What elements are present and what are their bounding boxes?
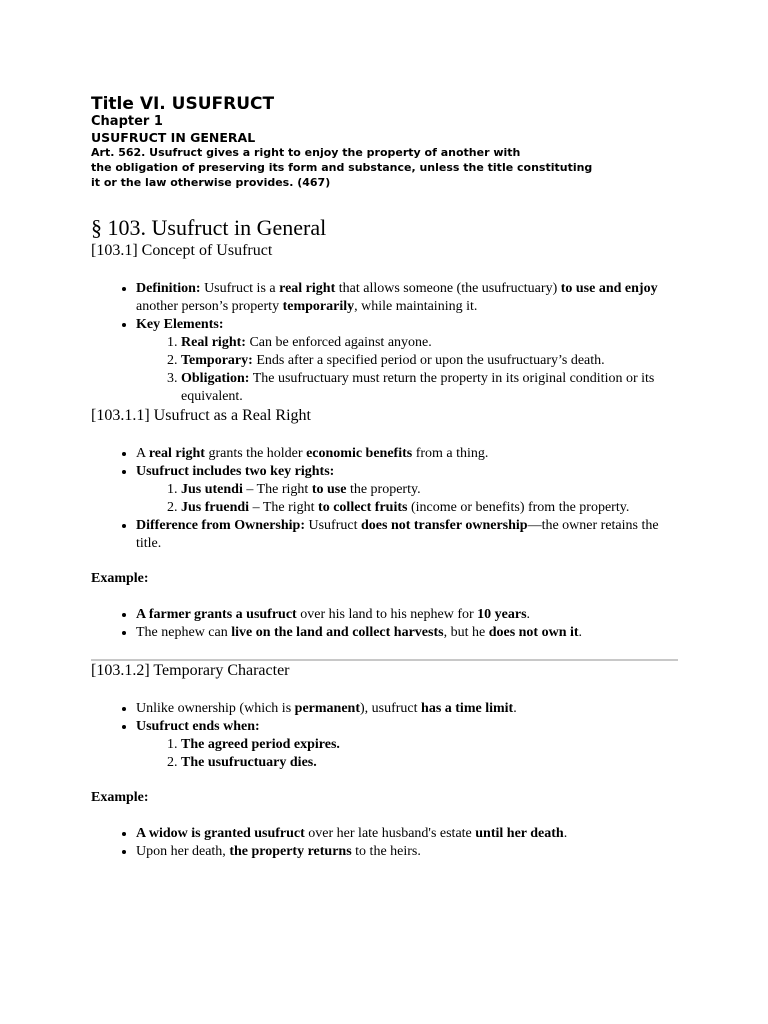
list-item: 1. The agreed period expires. <box>181 736 678 754</box>
list-item: • Unlike ownership (which is permanent), usufruct has a time limit. <box>136 700 678 718</box>
list-item: • Upon her death, the property returns to the heirs. <box>136 843 678 861</box>
real-right-list <box>91 445 678 553</box>
concept-list <box>91 280 678 406</box>
chapter-number: Chapter 1 <box>91 114 163 129</box>
list-item: • A widow is granted usufruct over her late husband's estate until her death. <box>136 825 678 843</box>
list-item: 2. Temporary: Ends after a specified period or upon the usufructuary’s death. <box>181 352 678 370</box>
list-item: 1. Jus utendi – The right to use the property. <box>181 481 678 499</box>
list-item: • A farmer grants a usufruct over his land to his nephew for 10 years. <box>136 606 678 624</box>
list-item: • Usufruct includes two key rights: 1. Jus utendi – The right to use the property. 2. Jus fruendi – The right to collect fruits (income or benefits) from the property. <box>136 463 678 517</box>
list-item: • Difference from Ownership: Usufruct does not transfer ownership—the owner retains the title. <box>136 517 678 553</box>
example-list <box>91 825 678 861</box>
example-label: Example: <box>91 571 149 586</box>
list-item: • A real right grants the holder economic benefits from a thing. <box>136 445 678 463</box>
list-item: • Usufruct ends when: 1. The agreed period expires. 2. The usufructuary dies. <box>136 718 678 772</box>
temporary-list <box>91 700 678 772</box>
temporary-heading: [103.1.2] Temporary Character <box>91 662 290 679</box>
concept-heading: [103.1] Concept of Usufruct <box>91 242 273 259</box>
key-elements-list <box>136 334 678 406</box>
list-item: • Key Elements: 1. Real right: Can be enforced against anyone. 2. Temporary: Ends after a specified period or upon the usufructuary’s death. 3. Obligation: The usufructuary must return the property in its original condition or its equivalent. <box>136 316 678 406</box>
real-right-heading: [103.1.1] Usufruct as a Real Right <box>91 407 311 424</box>
chapter-title: USUFRUCT IN GENERAL <box>91 130 256 145</box>
list-item: • Definition: Usufruct is a real right that allows someone (the usufructuary) to use and enjoy another person’s property temporarily, while maintaining it. <box>136 280 678 316</box>
rights-list <box>136 481 678 517</box>
list-item: • The nephew can live on the land and collect harvests, but he does not own it. <box>136 624 678 642</box>
document-title: Title VI. USUFRUCT <box>91 94 275 114</box>
example-label: Example: <box>91 790 149 805</box>
example-list <box>91 606 678 642</box>
article-line: Art. 562. Usufruct gives a right to enjoy the property of another with <box>91 146 521 159</box>
ends-list <box>136 736 678 772</box>
article-line: it or the law otherwise provides. (467) <box>91 176 331 189</box>
list-item: 3. Obligation: The usufructuary must return the property in its original condition or its equivalent. <box>181 370 678 406</box>
list-item: 2. The usufructuary dies. <box>181 754 678 772</box>
list-item: 1. Real right: Can be enforced against anyone. <box>181 334 678 352</box>
section-title: § 103. Usufruct in General <box>91 215 327 240</box>
list-item: 2. Jus fruendi – The right to collect fruits (income or benefits) from the property. <box>181 499 678 517</box>
article-line: the obligation of preserving its form and substance, unless the title constituting <box>91 161 593 174</box>
article-text <box>91 145 678 190</box>
